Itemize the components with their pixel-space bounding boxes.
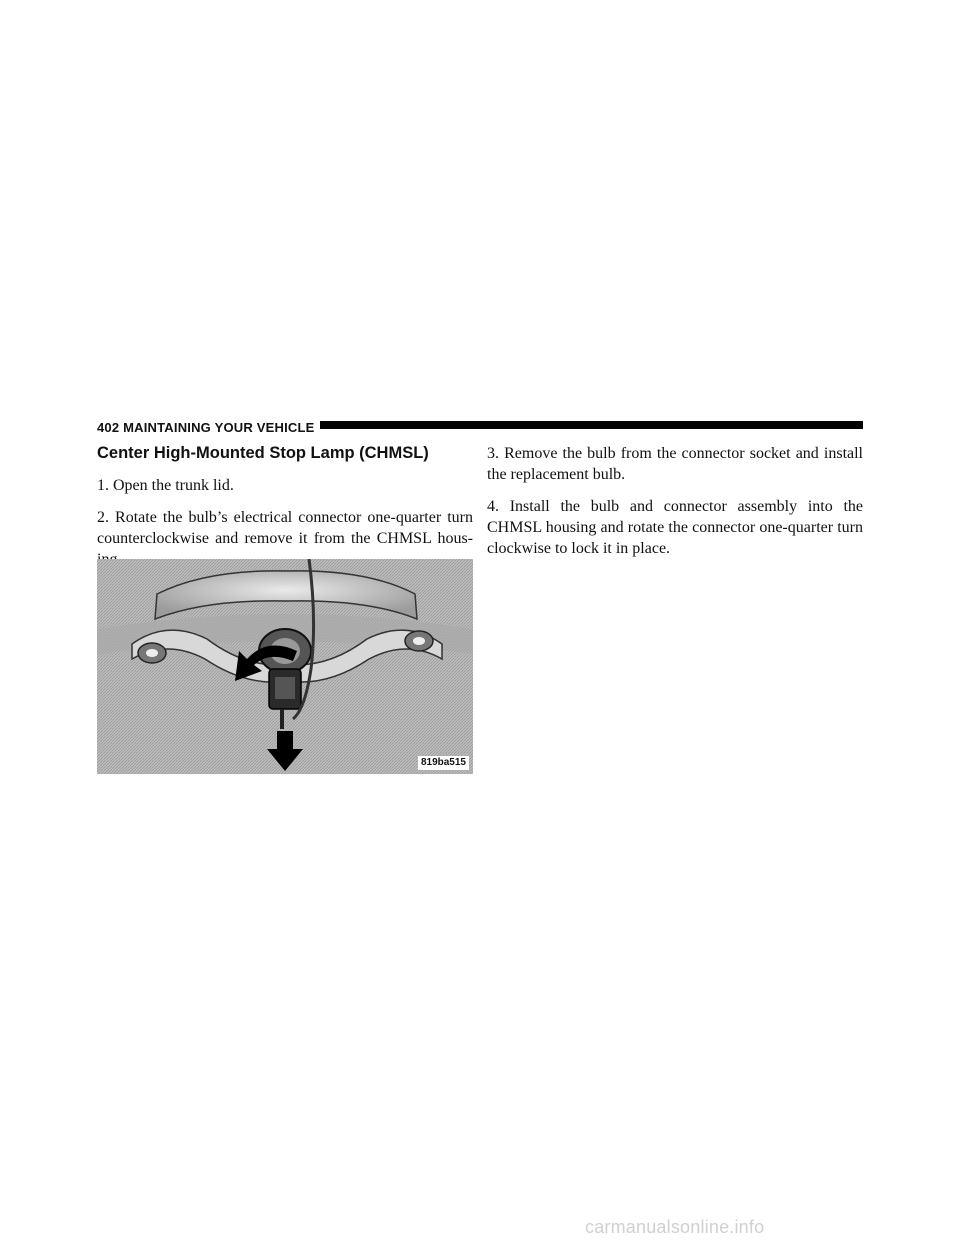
step-2: 2. Rotate the bulb’s electrical connector one-quarter turn counterclockwise and remove it from the CHMSL hous — [97, 509, 473, 547]
chmsl-figure — [97, 559, 473, 774]
section-title: Center High-Mounted Stop Lamp (CHMSL) — [97, 444, 429, 462]
page-header-label: 402 MAINTAINING YOUR VEHICLE — [97, 420, 320, 435]
step-1: 1. Open the trunk lid. — [97, 477, 234, 494]
step-4: 4. Install the bulb and connector assembly into the CHMSL housing and rotate the connector one-quarter turn clockwise to lock it in place. — [487, 498, 863, 557]
watermark: carmanualsonline.info — [585, 1217, 765, 1237]
right-column — [487, 443, 863, 570]
page-header — [97, 416, 863, 438]
step-3: 3. Remove the bulb from the connector socket and install the replacement bulb. — [487, 445, 863, 483]
chmsl-illustration — [97, 559, 473, 774]
figure-code: 819ba515 — [418, 756, 469, 770]
header-rule — [307, 421, 863, 429]
